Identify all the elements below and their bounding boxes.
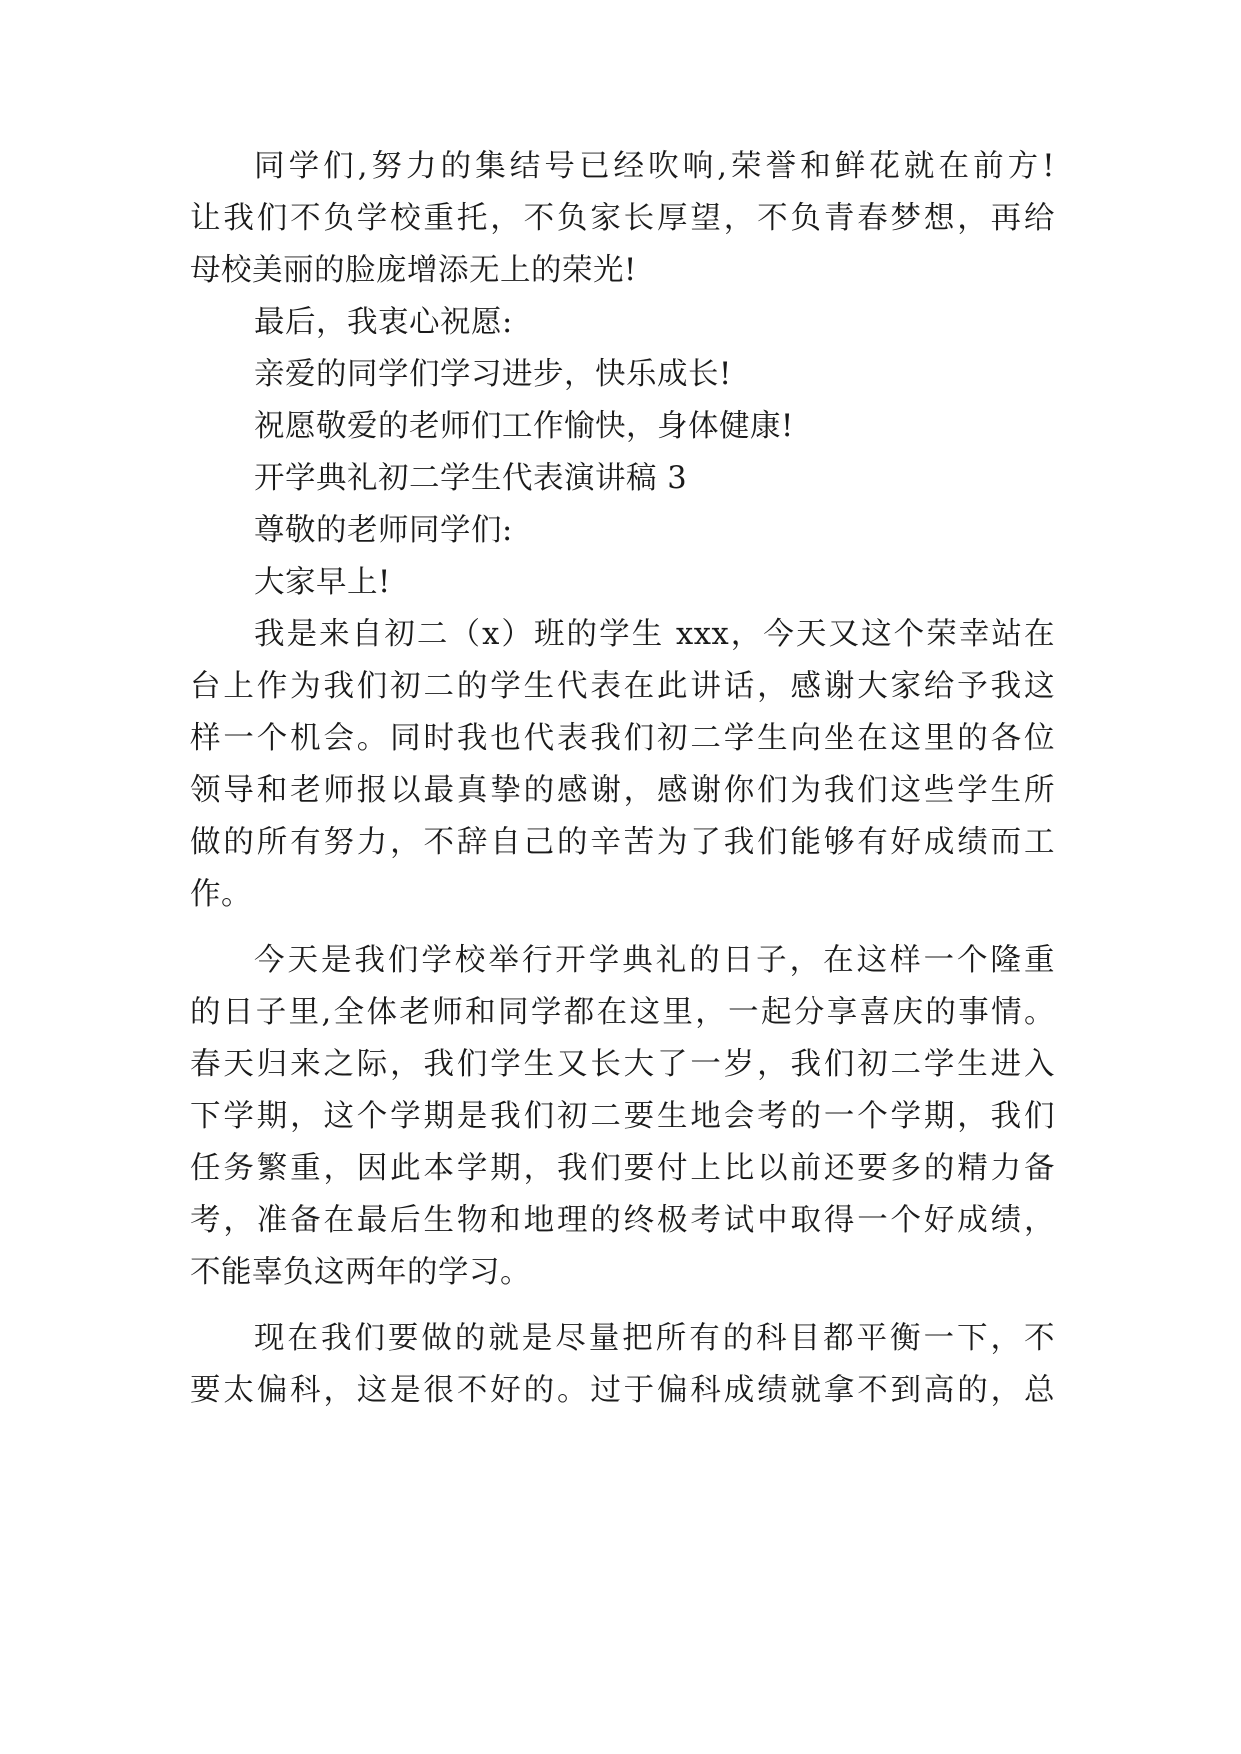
text-line: 同学们,努力的集结号已经吹响,荣誉和鲜花就在前方! bbox=[254, 149, 1055, 184]
text-line: 最后，我衷心祝愿: bbox=[254, 305, 513, 340]
text-line: 要太偏科，这是很不好的。过于偏科成绩就拿不到高的，总 bbox=[190, 1373, 1055, 1408]
text-line: 开学典礼初二学生代表演讲稿 3 bbox=[254, 461, 688, 496]
text-line: 祝愿敬爱的老师们工作愉快，身体健康! bbox=[254, 409, 794, 444]
text-line: 作。 bbox=[190, 877, 252, 912]
text-line: 大家早上! bbox=[254, 565, 391, 600]
text-line: 尊敬的老师同学们: bbox=[254, 513, 513, 548]
text-line: 我是来自初二（x）班的学生 xxx，今天又这个荣幸站在 bbox=[254, 617, 1055, 652]
text-line: 让我们不负学校重托，不负家长厚望，不负青春梦想，再给 bbox=[190, 201, 1055, 236]
text-line: 台上作为我们初二的学生代表在此讲话，感谢大家给予我这 bbox=[190, 669, 1055, 704]
text-line: 今天是我们学校举行开学典礼的日子，在这样一个隆重 bbox=[254, 943, 1055, 978]
text-line: 样一个机会。同时我也代表我们初二学生向坐在这里的各位 bbox=[190, 721, 1055, 756]
text-line: 考，准备在最后生物和地理的终极考试中取得一个好成绩， bbox=[190, 1203, 1055, 1238]
text-line: 的日子里,全体老师和同学都在这里，一起分享喜庆的事情。 bbox=[190, 995, 1055, 1030]
text-line: 下学期，这个学期是我们初二要生地会考的一个学期，我们 bbox=[190, 1099, 1055, 1134]
text-line: 春天归来之际，我们学生又长大了一岁，我们初二学生进入 bbox=[190, 1047, 1055, 1082]
text-line: 领导和老师报以最真挚的感谢，感谢你们为我们这些学生所 bbox=[190, 773, 1055, 808]
text-line: 做的所有努力，不辞自己的辛苦为了我们能够有好成绩而工 bbox=[190, 825, 1055, 860]
text-line: 母校美丽的脸庞增添无上的荣光! bbox=[190, 253, 637, 288]
text-line: 不能辜负这两年的学习。 bbox=[190, 1255, 531, 1290]
text-line: 现在我们要做的就是尽量把所有的科目都平衡一下，不 bbox=[254, 1321, 1055, 1356]
text-line: 任务繁重，因此本学期，我们要付上比以前还要多的精力备 bbox=[190, 1151, 1055, 1186]
text-line: 亲爱的同学们学习进步，快乐成长! bbox=[254, 357, 732, 392]
